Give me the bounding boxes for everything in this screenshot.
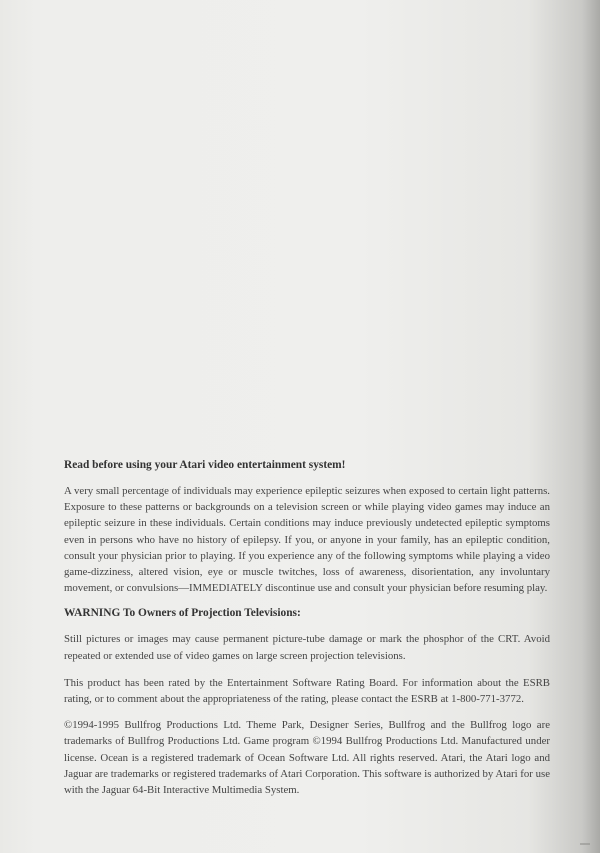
esrb-rating-paragraph: This product has been rated by the Entertainment Software Rating Board. For information about the ESRB rating, or to comment about the appropriateness of the rating, please contact the ESRB at 1-800-771-3772. xyxy=(64,676,550,706)
projection-warning-paragraph: Still pictures or images may cause permanent picture-tube damage or mark the phosphor of the CRT. Avoid repeated or extended use of video games on large screen projection televisions. xyxy=(64,633,550,662)
epilepsy-warning-paragraph: A very small percentage of individuals may experience epileptic seizures when exposed to certain light patterns. Exposure to these patterns or backgrounds on a television screen or while playing video games may induce an epileptic seizure in these individuals. Certain conditions may induce previously undetected epileptic symptoms even in persons who have no history of epilepsy. If you, or anyone in your family, has an epileptic condition, consult your physician prior to playing. If you experience any of the following symptoms while playing a video game-dizziness, altered vision, eye or muscle twitches, loss of awareness, disorientation, any involuntary movement, or convulsions—IMMEDIATELY discontinue use and consult your physician before resuming play. xyxy=(64,485,550,595)
legal-notice-block xyxy=(64,458,550,808)
copyright-paragraph: ©1994-1995 Bullfrog Productions Ltd. Theme Park, Designer Series, Bullfrog and the Bullfrog logo are trademarks of Bullfrog Productions Ltd. Game program ©1994 Bullfrog Productions Ltd. Manufactured under license. Ocean is a registered trademark of Ocean Software Ltd. All rights reserved. Atari, the Atari logo and Jaguar are trademarks or registered trademarks of Atari Corporation. This software is authorized by Atari for use with the Jaguar 64-Bit Interactive Multimedia System. xyxy=(64,719,550,797)
read-before-heading: Read before using your Atari video entertainment system! xyxy=(64,459,346,471)
projection-warning-heading: WARNING To Owners of Projection Televisions: xyxy=(64,607,301,620)
page-corner-mark xyxy=(580,843,590,845)
